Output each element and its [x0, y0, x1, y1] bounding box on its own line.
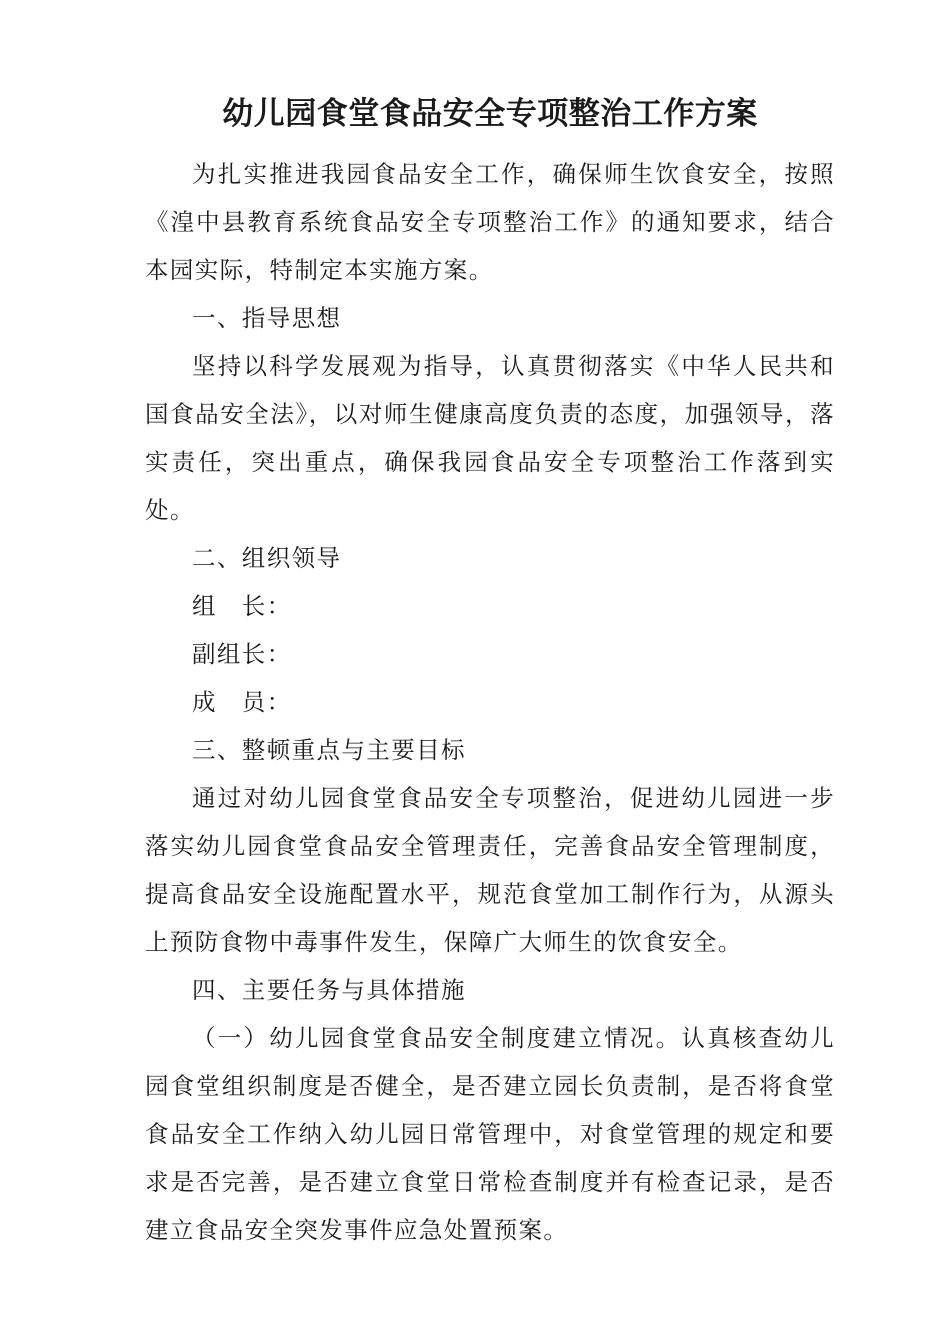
leader-line: 组 长：: [192, 592, 292, 620]
section-heading-guiding-ideology: 一、指导思想: [192, 304, 342, 332]
main-tasks-item-1: （一）幼儿园食堂食品安全制度建立情况。认真核查幼儿园食堂组织制度是否健全，是否建立园长负责制，是否将食堂食品安全工作纳入幼儿园日常管理中，对食堂管理的规定和要求是否完善，是否建立食堂日常检查制度并有检查记录，是否建立食品安全突发事件应急处置预案。: [145, 1024, 835, 1244]
document-title: 幼儿园食堂食品安全专项整治工作方案: [222, 96, 758, 132]
members-line: 成 员：: [192, 688, 292, 716]
deputy-leader-line: 副组长：: [192, 640, 292, 668]
key-points-paragraph: 通过对幼儿园食堂食品安全专项整治，促进幼儿园进一步落实幼儿园食堂食品安全管理责任，完善食品安全管理制度，提高食品安全设施配置水平，规范食堂加工制作行为，从源头上预防食物中毒事件发生，保障广大师生的饮食安全。: [145, 784, 835, 956]
document-page: [145, 86, 835, 1254]
section-heading-main-tasks: 四、主要任务与具体措施: [192, 976, 466, 1004]
section-heading-organization: 二、组织领导: [192, 544, 342, 572]
guiding-ideology-paragraph: 坚持以科学发展观为指导，认真贯彻落实《中华人民共和国食品安全法》，以对师生健康高度负责的态度，加强领导，落实责任，突出重点，确保我园食品安全专项整治工作落到实处。: [145, 352, 835, 524]
section-heading-key-points: 三、整顿重点与主要目标: [192, 736, 466, 764]
intro-paragraph: 为扎实推进我园食品安全工作，确保师生饮食安全，按照《湟中县教育系统食品安全专项整治工作》的通知要求，结合本园实际，特制定本实施方案。: [145, 160, 835, 284]
